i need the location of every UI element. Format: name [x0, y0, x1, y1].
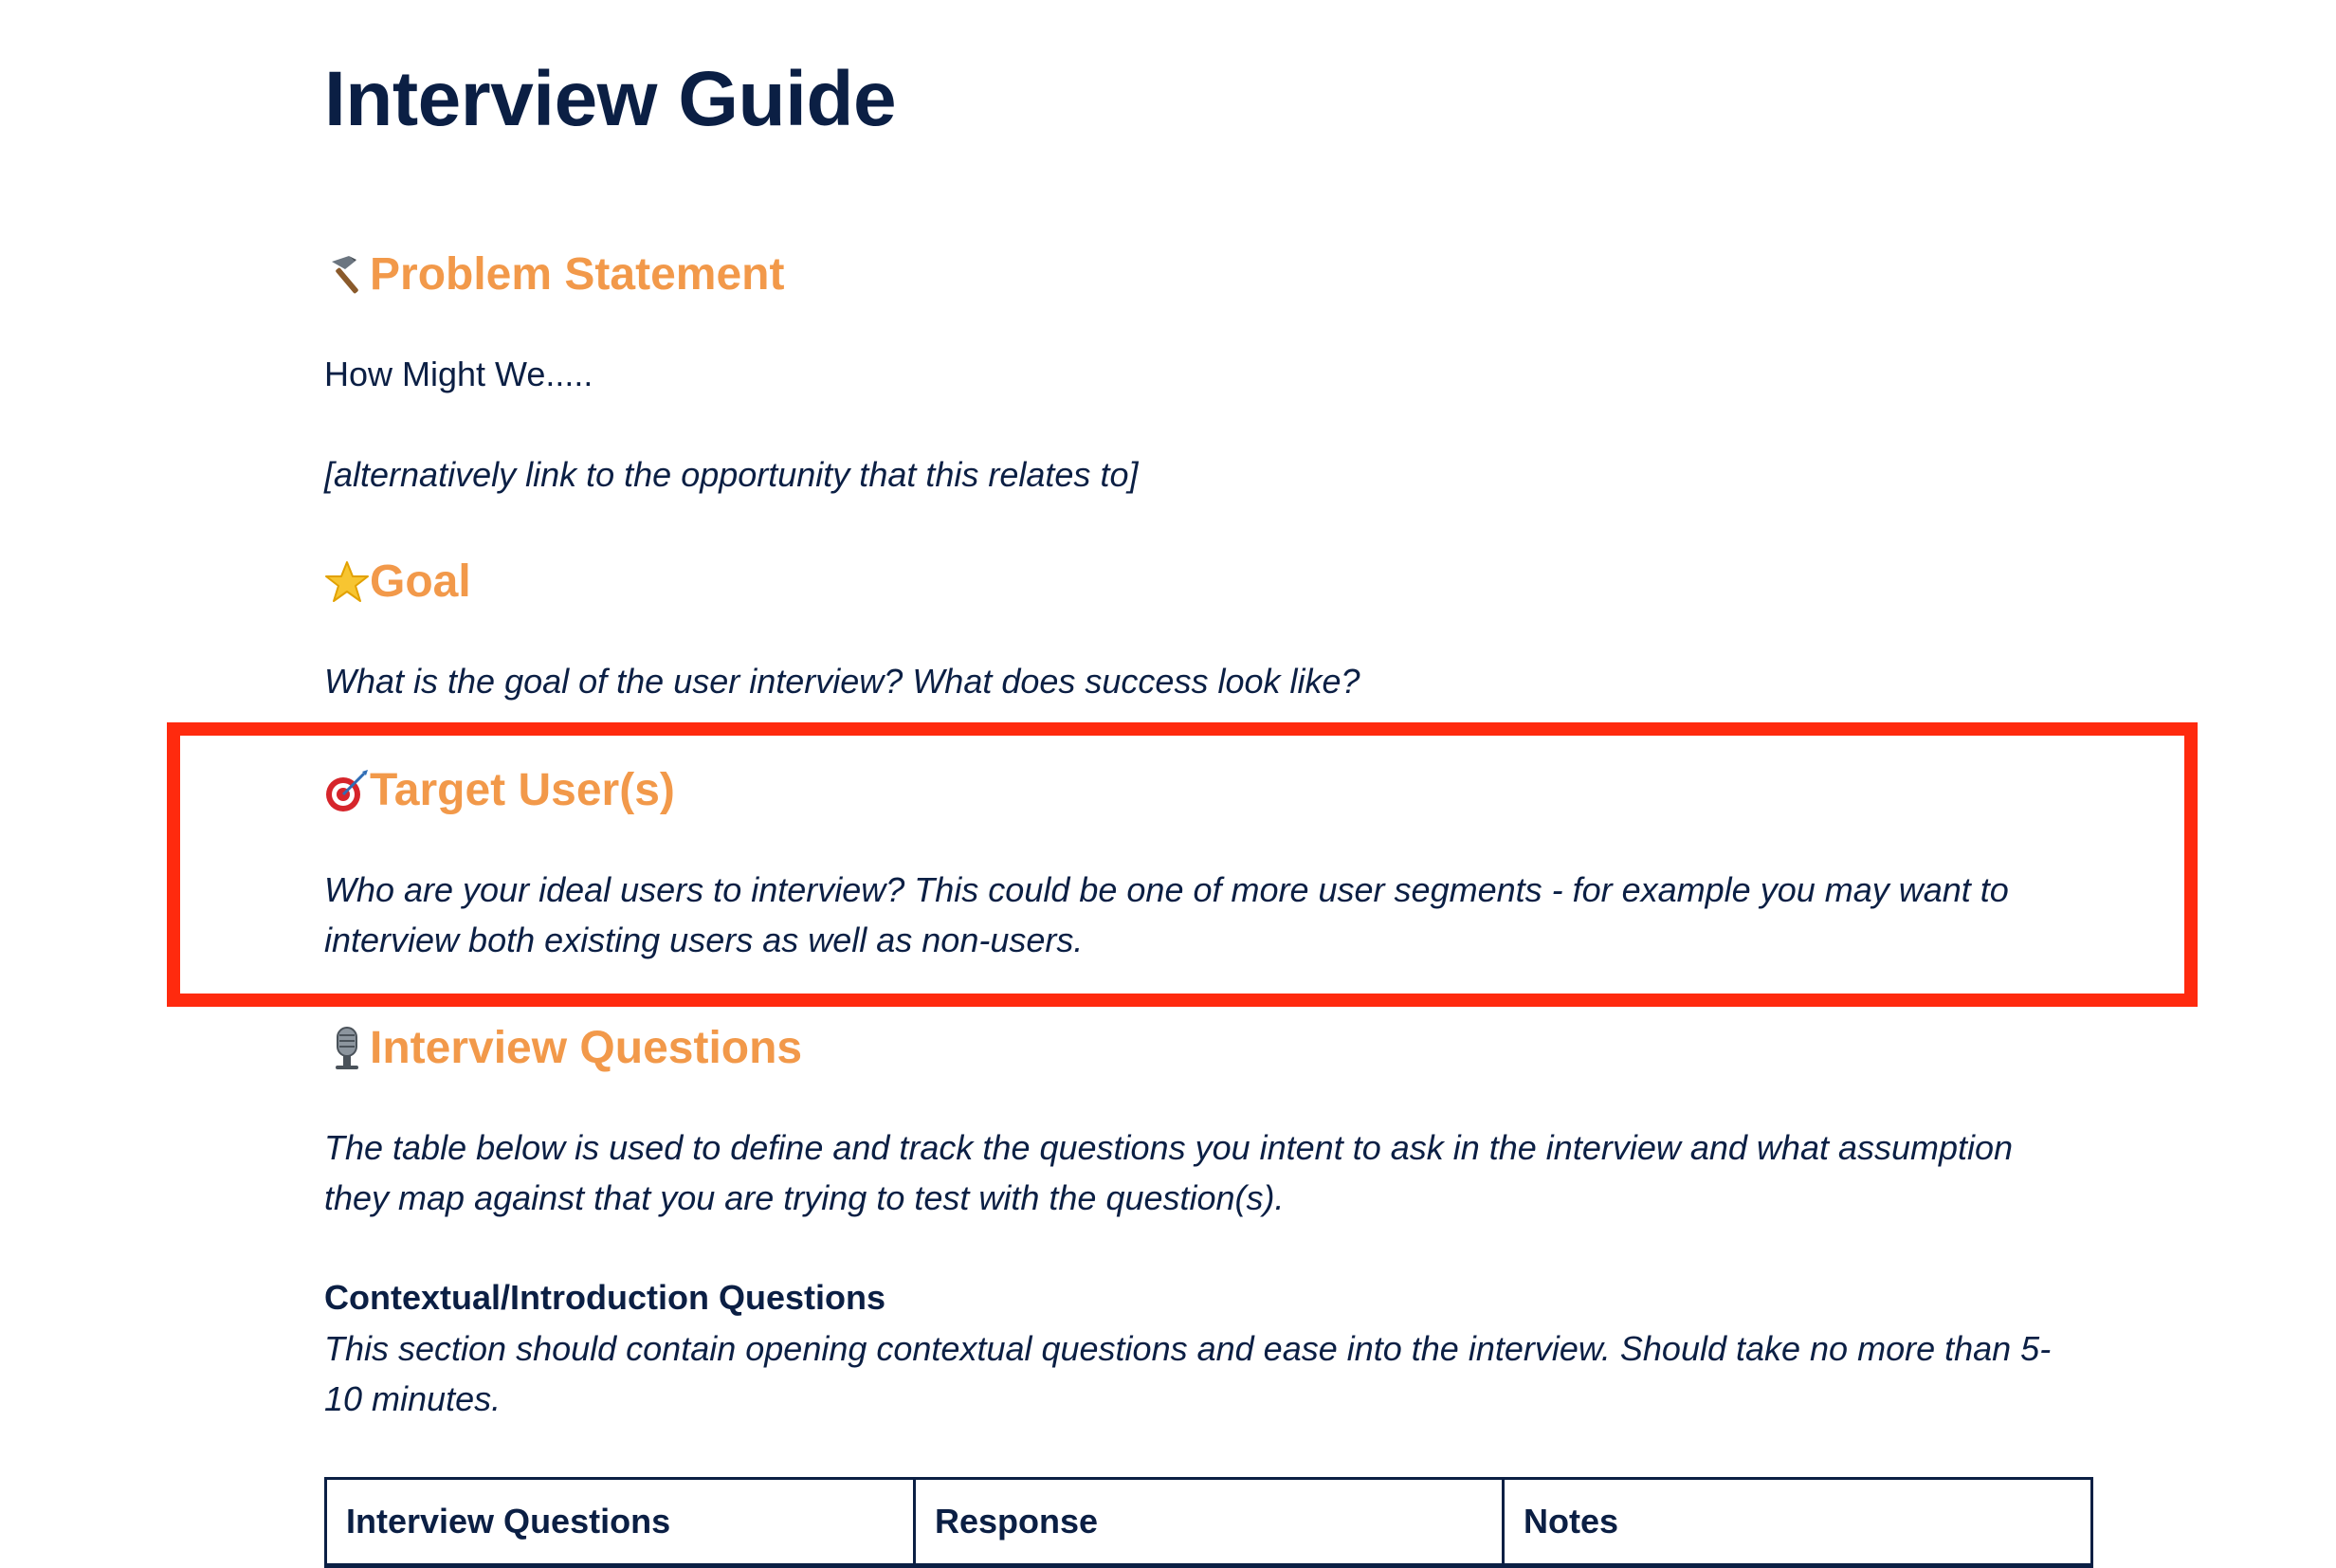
goal-heading [324, 556, 471, 608]
target-users-text: Who are your ideal users to interview? This could be one of more user segments - for example you may want to interview both existing users as well as non-users. [324, 870, 2009, 959]
hammer-icon [324, 252, 370, 298]
column-header-interview-questions: Interview Questions [326, 1479, 915, 1566]
interview-questions-text: The table below is used to define and track the questions you intent to ask in the interview and what assumption they map against that you are trying to test with the question(s). [324, 1128, 2014, 1217]
interview-questions-table [324, 1477, 2093, 1568]
problem-statement-heading [324, 248, 784, 301]
interview-questions-label: Interview Questions [370, 1023, 803, 1073]
goal-text: What is the goal of the user interview? What does success look like? [324, 662, 1360, 701]
column-header-response: Response [915, 1479, 1504, 1566]
star-icon [324, 559, 370, 605]
problem-statement-text: How Might We..... [324, 355, 593, 393]
column-header-notes: Notes [1504, 1479, 2092, 1566]
contextual-questions-text: This section should contain opening contextual questions and ease into the interview. Should take no more than 5-10 minutes. [324, 1329, 2052, 1418]
microphone-icon [324, 1026, 370, 1071]
goal-label: Goal [370, 556, 471, 607]
target-users-heading [324, 764, 675, 816]
problem-statement-label: Problem Statement [370, 249, 785, 300]
problem-statement-link-hint: [alternatively link to the opportunity that this relates to] [324, 455, 1139, 494]
table-header-row [326, 1479, 2092, 1566]
target-icon [324, 768, 370, 813]
page-title: Interview Guide [324, 56, 897, 142]
contextual-questions-heading: Contextual/Introduction Questions [324, 1278, 885, 1317]
interview-questions-heading [324, 1022, 802, 1074]
target-users-label: Target User(s) [370, 765, 675, 815]
